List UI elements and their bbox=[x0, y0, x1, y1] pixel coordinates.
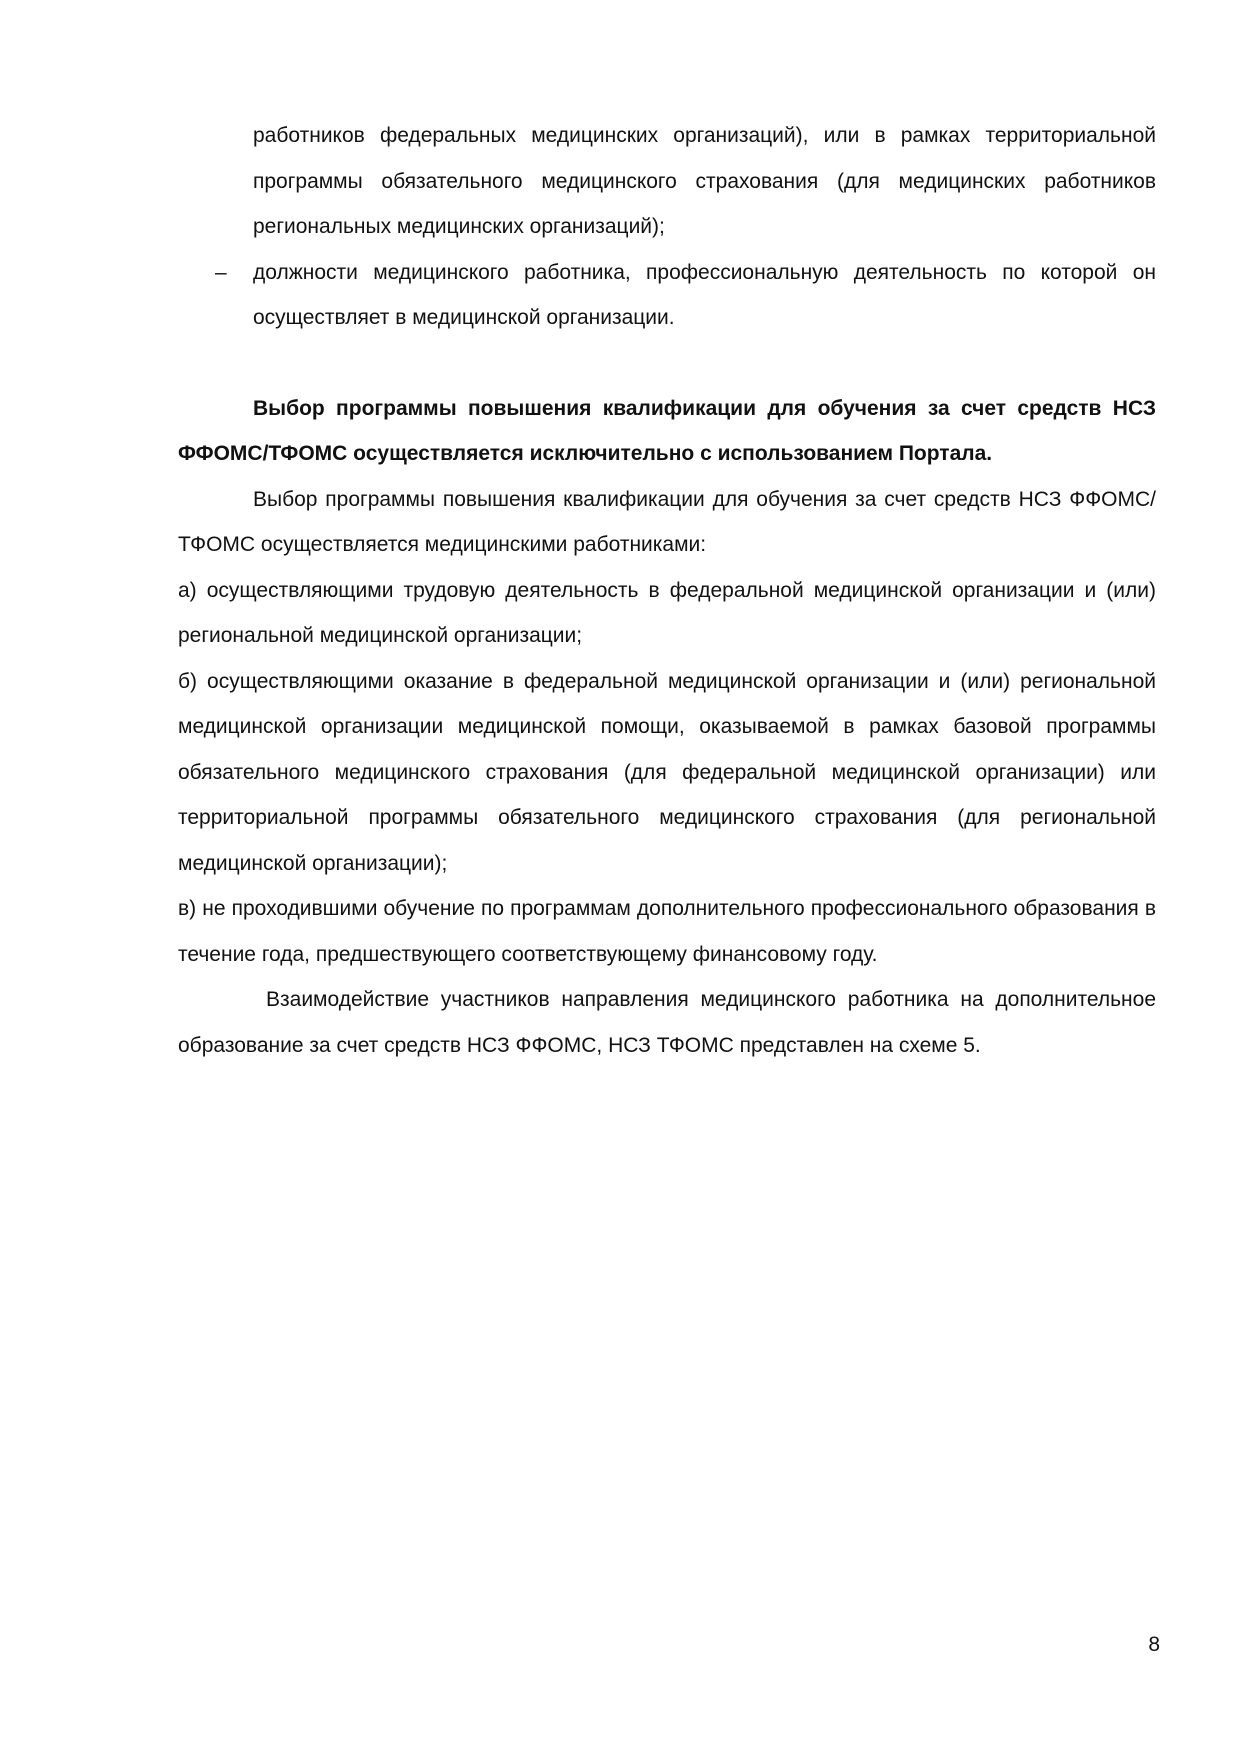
paragraph-spacer bbox=[178, 341, 1156, 386]
list-item-v: в) не проходившими обучение по программам дополнительного профессионального образования в течение года, предшествующего соответствующему финансовому году. bbox=[178, 897, 1156, 966]
dash-bullet-icon: – bbox=[215, 260, 227, 284]
intro-paragraph: Выбор программы повышения квалификации для обучения за счет средств НСЗ ФФОМС/ТФОМС осуществляется медицинскими работниками: bbox=[178, 487, 1156, 556]
closing-paragraph: Взаимодействие участников направления медицинского работника на дополнительное образование за счет средств НСЗ ФФОМС, НСЗ ТФОМС представлен на схеме 5. bbox=[178, 988, 1156, 1057]
page-number: 8 bbox=[1148, 1633, 1160, 1656]
list-item-a: а) осуществляющими трудовую деятельность в федеральной медицинской организации и (или) региональной медицинской организации; bbox=[178, 578, 1156, 647]
bold-paragraph: Выбор программы повышения квалификации для обучения за счет средств НСЗ ФФОМС/ТФОМС осуществляется исключительно с использованием Портала. bbox=[178, 396, 1156, 465]
bullet-item-text: должности медицинского работника, профессиональную деятельность по которой он осуществляет в медицинской организации. bbox=[253, 260, 1156, 329]
list-item-b: б) осуществляющими оказание в федеральной медицинской организации и (или) региональной медицинской организации медицинской помощи, оказываемой в рамках базовой программы обязательного медицинского страхования (для федеральной медицинской организации) или территориальной программы обязательного медицинского страхования (для региональной медицинской организации); bbox=[178, 669, 1156, 875]
document-body bbox=[178, 113, 1156, 1068]
continuation-paragraph: работников федеральных медицинских организаций), или в рамках территориальной программы обязательного медицинского страхования (для медицинских работников региональных медицинских организаций); bbox=[253, 124, 1156, 238]
bullet-item bbox=[178, 250, 1156, 341]
